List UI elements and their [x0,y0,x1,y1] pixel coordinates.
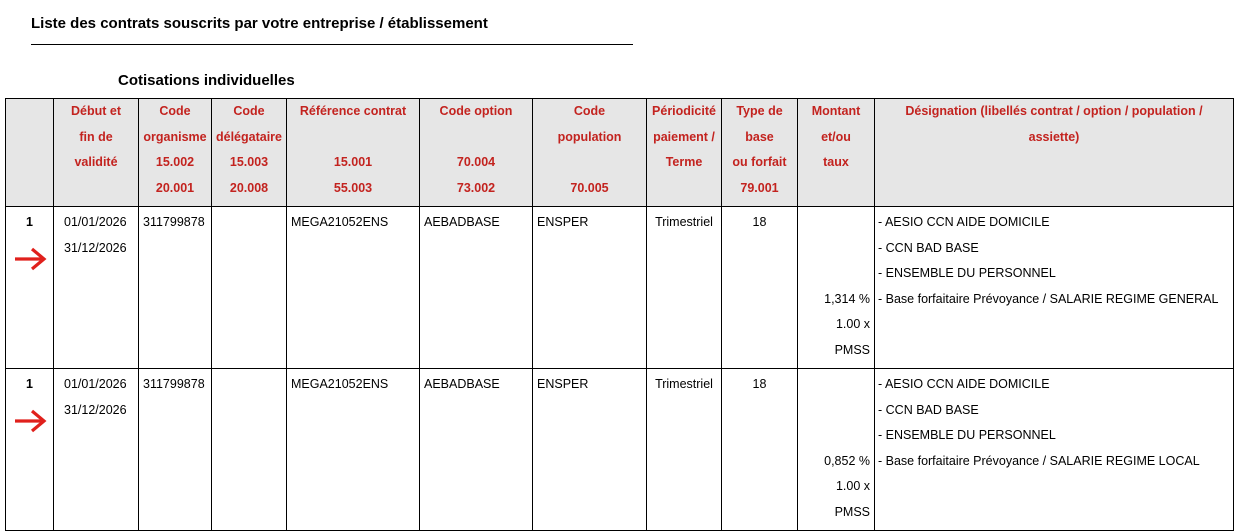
validity-cell [54,369,139,531]
montant-cell [798,369,875,531]
table-row [6,369,1234,531]
header-organisme: Code organisme 15.002 20.001 [139,99,212,207]
designation-cell [875,207,1234,369]
population-cell: ENSPER [533,207,647,369]
header-option: Code option 70.004 73.002 [420,99,533,207]
periodicite-cell: Trimestriel [647,369,722,531]
header-delegataire: Code délégataire 15.003 20.008 [212,99,287,207]
page-title: Liste des contrats souscrits par votre entreprise / établissement [31,15,488,32]
start-date: 01/01/2026 [64,377,127,391]
montant-taux: 1,314 % [824,291,870,306]
delegataire-cell [212,207,287,369]
header-population: Code population 70.005 [533,99,647,207]
designation-cell [875,369,1234,531]
header-type-base: Type de base ou forfait 79.001 [722,99,798,207]
contracts-table [5,98,1234,531]
header-reference: Référence contrat 15.001 55.003 [287,99,420,207]
designation-line: - AESIO CCN AIDE DOMICILE [878,377,1050,391]
validity-cell [54,207,139,369]
montant-multiplier: 1.00 x [835,317,870,331]
option-cell: AEBADBASE [420,207,533,369]
row-number-cell [6,207,54,369]
designation-line: - CCN BAD BASE [878,402,979,417]
section-subtitle: Cotisations individuelles [118,72,295,89]
periodicite-cell: Trimestriel [647,207,722,369]
header-validite: Début et fin de validité [54,99,139,207]
table-row [6,207,1234,369]
montant-cell [798,207,875,369]
row-number: 1 [26,377,33,391]
end-date: 31/12/2026 [64,402,127,417]
montant-multiplier: 1.00 x [835,479,870,493]
designation-line: - Base forfaitaire Prévoyance / SALARIE REGIME LOCAL [878,453,1200,468]
reference-cell: MEGA21052ENS [287,369,420,531]
row-number: 1 [26,215,33,229]
header-montant: Montant et/ou taux [798,99,875,207]
header-designation: Désignation (libellés contrat / option / population / assiette) [875,99,1234,207]
designation-line: - ENSEMBLE DU PERSONNEL [878,428,1056,442]
row-number-cell [6,369,54,531]
montant-unit: PMSS [834,342,870,357]
title-underline [31,44,633,45]
start-date: 01/01/2026 [64,215,127,229]
header-num [6,99,54,207]
header-periodicite: Périodicité paiement / Terme [647,99,722,207]
delegataire-cell [212,369,287,531]
organisme-cell: 311799878 [139,369,212,531]
end-date: 31/12/2026 [64,240,127,255]
designation-line: - AESIO CCN AIDE DOMICILE [878,215,1050,229]
designation-line: - Base forfaitaire Prévoyance / SALARIE REGIME GENERAL [878,291,1219,306]
montant-unit: PMSS [834,504,870,519]
header-row [6,99,1234,207]
organisme-cell: 311799878 [139,207,212,369]
right-arrow-icon [13,408,47,434]
option-cell: AEBADBASE [420,369,533,531]
designation-line: - ENSEMBLE DU PERSONNEL [878,266,1056,280]
population-cell: ENSPER [533,369,647,531]
right-arrow-icon [13,246,47,272]
designation-line: - CCN BAD BASE [878,240,979,255]
type-base-cell: 18 [722,207,798,369]
montant-taux: 0,852 % [824,453,870,468]
type-base-cell: 18 [722,369,798,531]
reference-cell: MEGA21052ENS [287,207,420,369]
